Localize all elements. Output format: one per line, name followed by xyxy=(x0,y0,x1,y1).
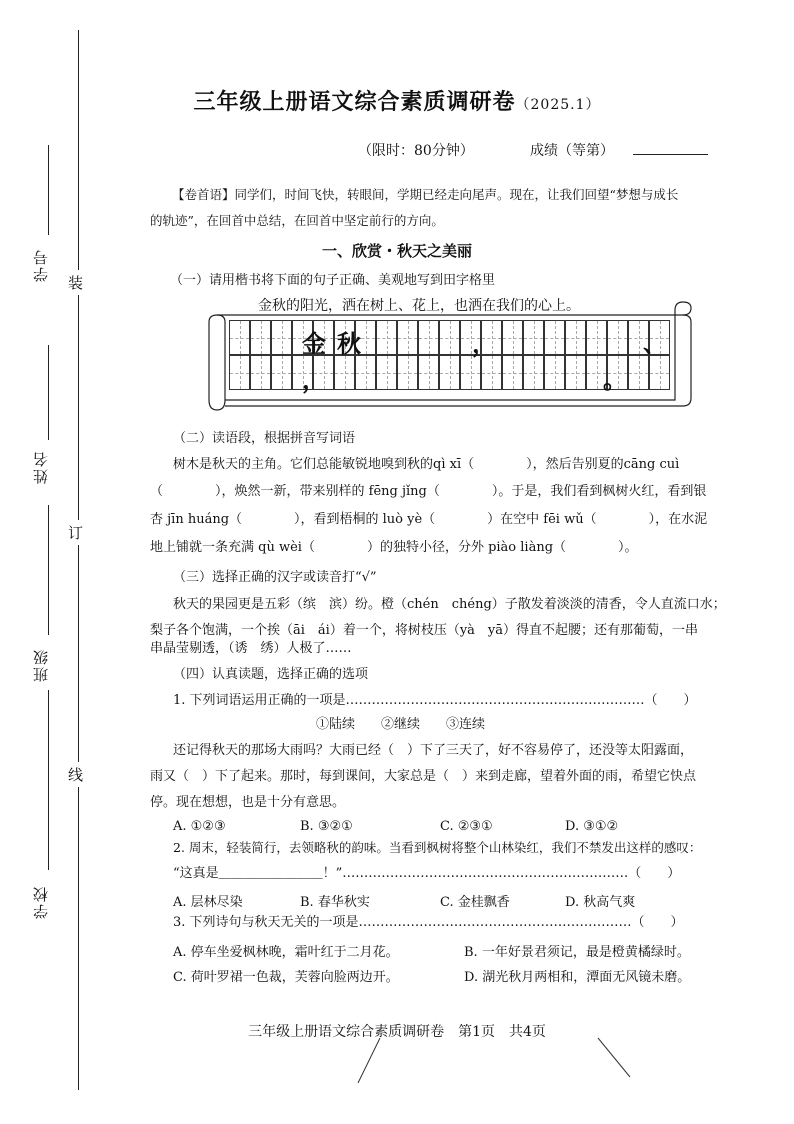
q4-item1-passage-1: 还记得秋天的那场大雨吗？大雨已经（ ）下了三天了，好不容易停了，还没等太阳露面， xyxy=(173,743,694,758)
grid-cell[interactable] xyxy=(229,320,250,355)
q1-heading: （一）请用楷书将下面的句子正确、美观地写到田字格里 xyxy=(170,273,496,288)
q4-item3-option-b[interactable]: B. 一年好景君须记，最是橙黄橘绿时。 xyxy=(464,945,690,960)
student-id-blank[interactable] xyxy=(48,145,49,235)
q1-sentence: 金秋的阳光，洒在树上、花上，也洒在我们的心上。 xyxy=(258,298,580,314)
grid-cell[interactable] xyxy=(397,355,418,390)
grid-cell[interactable] xyxy=(250,355,271,390)
student-id-label: 学号 xyxy=(32,248,50,282)
title-text: 三年级上册语文综合素质调研卷 xyxy=(193,89,516,115)
name-label: 姓名 xyxy=(32,450,50,484)
intro-line-2: 的轨迹”，在回首中总结，在回首中坚定前行的方向。 xyxy=(150,213,444,228)
q2-line-1: 树木是秋天的主角。它们总能敏锐地嗅到秋的qì xī（ ），然后告别夏的cāng cuì xyxy=(173,457,680,472)
q4-item3-option-c[interactable]: C. 荷叶罗裙一色裁，芙蓉向脸两边开。 xyxy=(173,970,399,985)
q4-item3-option-d[interactable]: D. 湖光秋月两相和，潭面无风镜未磨。 xyxy=(464,970,691,985)
grid-cell[interactable] xyxy=(397,320,418,355)
q4-item1-option-a[interactable]: A. ①②③ xyxy=(173,819,226,834)
grid-char-dun: 、 xyxy=(643,329,667,358)
grid-cell[interactable] xyxy=(418,355,439,390)
grid-cell[interactable] xyxy=(271,355,292,390)
grid-cell[interactable] xyxy=(586,320,607,355)
time-limit: （限时：80分钟） xyxy=(358,143,474,159)
q4-heading: （四）认真读题，选择正确的选项 xyxy=(173,667,369,682)
grid-cell[interactable] xyxy=(523,320,544,355)
grid-cell[interactable] xyxy=(376,320,397,355)
grid-cell[interactable] xyxy=(544,320,565,355)
school-label: 学校 xyxy=(32,885,50,919)
title-year: （2025.1） xyxy=(515,97,601,113)
q2-line-4: 地上铺就一条充满 qù wèi（ ）的独特小径，分外 piào liàng（ ）。 xyxy=(150,540,638,555)
class-label: 班级 xyxy=(32,648,50,682)
grid-cell[interactable] xyxy=(271,320,292,355)
binding-line xyxy=(78,30,79,1090)
grid-cell[interactable] xyxy=(544,355,565,390)
q4-item2-option-d[interactable]: D. 秋高气爽 xyxy=(565,895,636,910)
grid-cell[interactable] xyxy=(376,355,397,390)
q4-item1-passage-3: 停。现在想想，也是十分有意思。 xyxy=(150,795,346,810)
grid-char-qiu: 秋 xyxy=(337,329,361,358)
grade-label: 成绩（等第） xyxy=(530,143,614,159)
q4-item2-stem-1: 2. 周末，轻装简行，去领略秋的韵味。当看到枫树将整个山林染红，我们不禁发出这样的感叹： xyxy=(173,840,702,855)
binding-char-xian: 线 xyxy=(68,762,83,787)
q4-item1-words: ①陆续 ②继续 ③连续 xyxy=(316,717,486,732)
grid-char-period: 。 xyxy=(603,365,627,394)
q4-item1-option-d[interactable]: D. ③①② xyxy=(565,819,619,834)
intro-line-1: 【卷首语】同学们，时间飞快，转眼间，学期已经走向尾声。现在，让我们回望“梦想与成长 xyxy=(172,187,679,202)
binding-char-ding: 订 xyxy=(68,520,83,545)
q4-item1-passage-2: 雨又（ ）下了起来。那时，每到课间，大家总是（ ）来到走廊，望着外面的雨，希望它快点 xyxy=(150,769,697,784)
binding-char-zhuang: 装 xyxy=(68,270,83,295)
grid-char-jin: 金 xyxy=(302,329,326,358)
q4-item1-stem: 1. 下列词语运用正确的一项是……………………………………………………………（ ） xyxy=(173,693,697,708)
section-1-title: 一、欣赏・秋天之美丽 xyxy=(321,242,472,260)
grid-cell[interactable] xyxy=(502,320,523,355)
q4-item2-option-a[interactable]: A. 层林尽染 xyxy=(173,895,243,910)
page-footer: 三年级上册语文综合素质调研卷 第1页 共4页 xyxy=(248,1024,546,1040)
q2-line-2: （ ），焕然一新，带来别样的 fēng jǐng（ ）。于是，我们看到枫树火红，看到银 xyxy=(150,484,707,499)
grid-char-comma-1: ， xyxy=(472,329,496,358)
q4-item3-stem: 3. 下列诗句与秋天无关的一项是………………………………………………………（ ） xyxy=(173,915,684,930)
grid-cell[interactable] xyxy=(229,355,250,390)
q4-item2-stem-2: “这真是＿＿＿＿＿＿＿＿！”…………………………………………………………（ ） xyxy=(173,866,681,881)
school-blank[interactable] xyxy=(48,690,49,870)
grid-cell[interactable] xyxy=(250,320,271,355)
grid-cell[interactable] xyxy=(628,355,649,390)
q3-line-2: 梨子各个饱满，一个挨（āi ái）着一个，将树枝压（yà yā）得直不起腰；还有那葡萄，一串 xyxy=(150,623,699,638)
grid-char-comma-2: ， xyxy=(302,365,326,394)
footer-marks xyxy=(350,1035,640,1085)
q4-item2-option-b[interactable]: B. 春华秋实 xyxy=(300,895,370,910)
grid-cell[interactable] xyxy=(565,355,586,390)
q4-item2-option-c[interactable]: C. 金桂飘香 xyxy=(440,895,510,910)
grid-cell[interactable] xyxy=(523,355,544,390)
q4-item1-option-b[interactable]: B. ③②① xyxy=(300,819,353,834)
name-blank[interactable] xyxy=(48,345,49,440)
q4-item3-option-a[interactable]: A. 停车坐爱枫林晚，霜叶红于二月花。 xyxy=(173,945,399,960)
q2-line-3: 杏 jīn huáng（ ），看到梧桐的 luò yè（ ）在空中 fēi wǔ（ ），在水泥 xyxy=(150,512,708,527)
grid-cell[interactable] xyxy=(439,320,460,355)
grid-cell[interactable] xyxy=(334,355,355,390)
grid-cell[interactable] xyxy=(355,355,376,390)
q3-heading: （三）选择正确的汉字或读音打“√” xyxy=(173,570,377,585)
q3-line-1: 秋天的果园更是五彩（缤 滨）纷。橙（chén chéng）子散发着淡淡的清香，令人直流口水； xyxy=(173,597,726,612)
class-blank[interactable] xyxy=(48,505,49,635)
grid-cell[interactable] xyxy=(481,355,502,390)
grid-cell[interactable] xyxy=(502,355,523,390)
q2-heading: （二）读语段，根据拼音写词语 xyxy=(173,431,356,446)
page-title xyxy=(0,85,794,116)
grid-cell[interactable] xyxy=(649,355,670,390)
grid-cell[interactable] xyxy=(460,355,481,390)
q4-item1-option-c[interactable]: C. ②③① xyxy=(440,819,493,834)
grade-blank[interactable] xyxy=(633,154,708,155)
grid-cell[interactable] xyxy=(418,320,439,355)
q3-line-3: 串晶莹剔透，（诱 绣）人极了…… xyxy=(150,641,352,656)
grid-cell[interactable] xyxy=(565,320,586,355)
grid-cell[interactable] xyxy=(439,355,460,390)
grid-cell[interactable] xyxy=(607,320,628,355)
